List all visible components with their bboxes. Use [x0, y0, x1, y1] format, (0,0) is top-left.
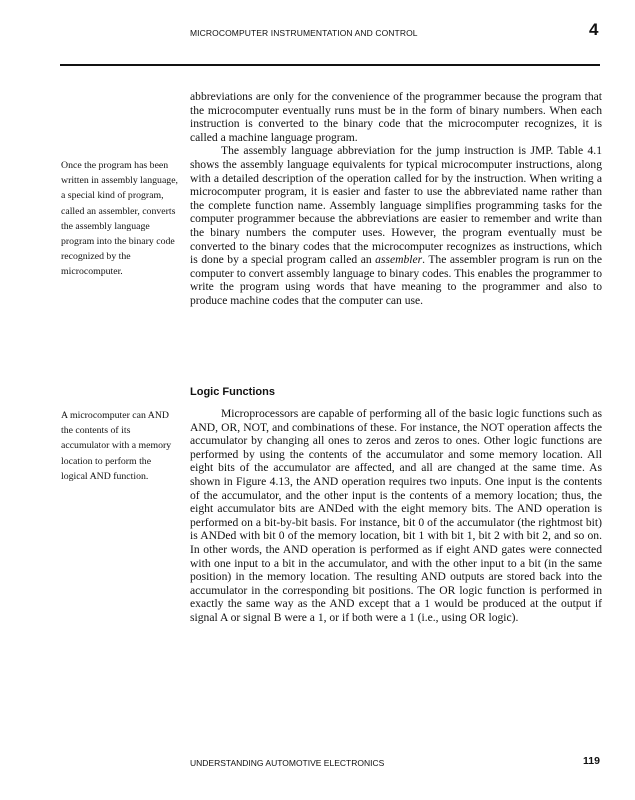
running-footer: UNDERSTANDING AUTOMOTIVE ELECTRONICS — [190, 758, 385, 768]
margin-note-assembler: Once the program has been written in assembly language, a special kind of program, called an assembler, converts the assembly language program into the binary code recognized by the microcomputer. — [61, 160, 178, 278]
paragraph-3: Microprocessors are capable of performing all of the basic logic functions such as AND, OR, NOT, and combinations of these. For instance, the NOT operation affects the accumulator by changing all ones to zeros and zeros to ones. Other logic functions are performed by using the contents of the accumulator and some memory location. All eight bits of the accumulator are affected, and all are changed at the same time. As shown in Figure 4.13, the AND operation requires two inputs. One input is the contents of the accumulator, and the other input is the contents of a memory location; thus, the eight accumulator bits are ANDed with the eight memory bits. The AND operation is performed on a bit-by-bit basis. For instance, bit 0 of the accumulator (the rightmost bit) is ANDed with bit 0 of the memory location, bit 1 with bit 1, bit 2 with bit 2, and so on. In other words, the AND operation is performed as if eight AND gates were connected with one input to a bit in the accumulator, and with the other input to a bit (in the same position) in the memory location. The resulting AND outputs are stored back into the accumulator in the corresponding bit positions. The OR logic function is performed in exactly the same way as the AND except that a 1 would be produced at the output if signal A or signal B were a 1, or if both were a 1 (i.e., using OR logic). — [190, 407, 602, 624]
paragraph-2: The assembly language abbreviation for the jump instruction is JMP. Table 4.1 shows the assembly language equivalents for typical microcomputer instructions, along with a detailed description of the operation called for by the instruction. When writing a microcomputer program, it is easier and faster to use the abbreviated name rather than the complete function name. Assembly language simplifies programming tasks for the computer programmer because the abbreviations are easier to remember and write than the binary numbers the computer uses. However, the program eventually must be converted to the binary codes that the microcomputer recognizes as instructions, which is done by a special program called an assembler. The assembler program is run on the computer to convert assembly language to binary codes. This enables the programmer to write the program using words that have meaning to the programmer and also to produce machine codes that the computer can use. — [190, 144, 602, 307]
section-heading-logic-functions: Logic Functions — [190, 386, 275, 398]
running-header: MICROCOMPUTER INSTRUMENTATION AND CONTROL — [190, 28, 418, 38]
margin-note-and: A microcomputer can AND the contents of its accumulator with a memory location to perform the logical AND function. — [61, 410, 172, 482]
body-section-assembly — [190, 90, 602, 308]
body-section-logic — [190, 407, 602, 625]
paragraph-1: abbreviations are only for the convenience of the programmer because the program that the microcomputer eventually runs must be in the form of binary numbers. When each instruction is converted to the binary code that the microcomputer recognizes, it is called a machine language program. — [190, 90, 602, 144]
chapter-number: 4 — [589, 20, 599, 39]
term-assembler: assembler — [375, 253, 423, 267]
header-rule — [60, 64, 600, 66]
page-number: 119 — [583, 755, 600, 767]
